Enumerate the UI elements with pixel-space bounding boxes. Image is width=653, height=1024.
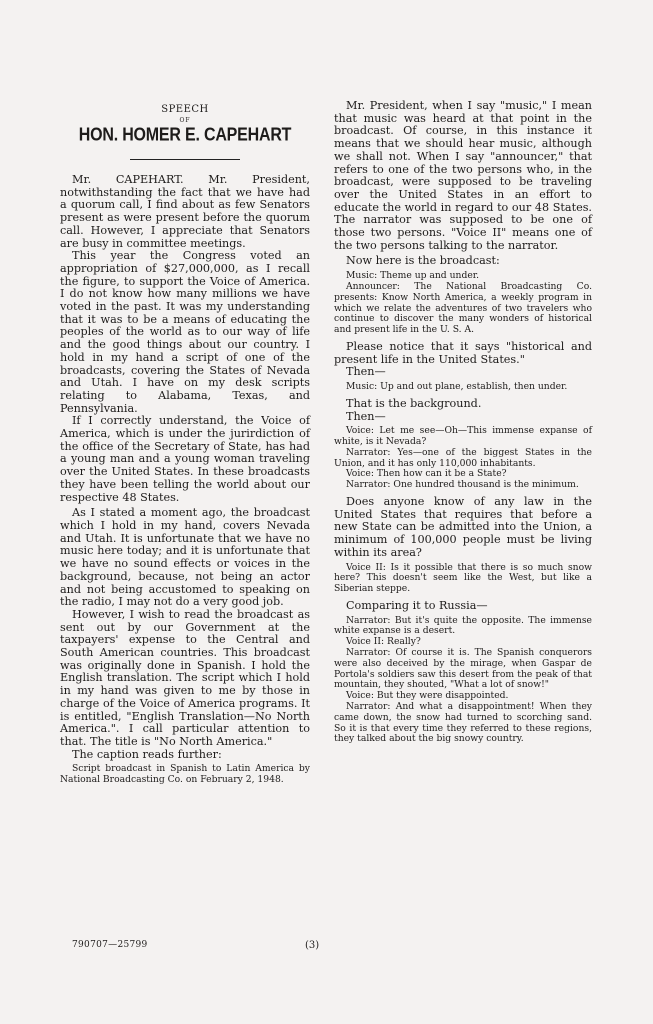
heading-divider	[130, 159, 240, 160]
paragraph: Mr. CAPEHART. Mr. President, notwithstanding the fact that we have had a quorum call, I find about as few Senators present as were present before the quorum call. However, I appreciate that Senators are busy in committee meetings.	[60, 173, 310, 250]
script-line: Narrator: And what a disappointment! When they came down, the snow had turned to scorching sand. So it is that every time they referred to these regions, they talked about the big snowy country.	[334, 701, 592, 745]
speaker-name: HON. HOMER E. CAPEHART	[78, 125, 292, 146]
paragraph: The caption reads further:	[72, 747, 222, 761]
script-line: Narrator: Yes—one of the biggest States in the Union, and it has only 110,000 inhabitants.	[334, 446, 592, 469]
paragraph: Mr. President, when I say "music," I mean that music was heard at that point in the broadcast. Of course, in this instance it means that we should hear music, although we shall not. When I say "announcer," that refers to one of the two persons who, in the broadcast, were supposed to be traveling over the United States in an effort to educate the world in regard to our 48 States. The narrator was supposed to be one of those two persons. "Voice II" means one of the two persons talking to the narrator.	[334, 99, 592, 252]
script-caption: Script broadcast in Spanish to Latin America by National Broadcasting Co. on February 2, 1948.	[60, 763, 310, 786]
of-label: OF	[179, 117, 191, 124]
speech-label: SPEECH	[161, 104, 209, 115]
right-column	[334, 100, 592, 745]
script-line: Voice: But they were disappointed.	[346, 690, 509, 702]
script-line: Voice: Then how can it be a State?	[346, 468, 507, 480]
script-line: Narrator: But it's quite the opposite. The immense white expanse is a desert.	[334, 614, 592, 637]
paragraph: Then—	[346, 365, 386, 379]
script-line: Voice: Let me see—Oh—This immense expanse of white, is it Nevada?	[334, 425, 592, 448]
paragraph: As I stated a moment ago, the broadcast which I hold in my hand, covers Nevada and Utah. It is unfortunate that we have no music here today; and it is unfortunate that we have no sound effects or voices in the background, because, not being an actor and not being accustomed to speaking on the radio, I may not do a very good job.	[60, 506, 310, 609]
script-line: Music: Theme up and under.	[346, 270, 480, 282]
paragraph: Now here is the broadcast:	[346, 254, 500, 268]
print-code: 790707—25799	[72, 940, 148, 950]
script-line: Narrator: Of course it is. The Spanish conquerors were also deceived by the mirage, when Gaspar de Portola's soldiers saw this desert from the peak of that mountain, they shouted, "What a lot of snow!"	[334, 647, 592, 691]
left-column	[60, 100, 310, 786]
paragraph: Please notice that it says "historical and present life in the United States."	[334, 339, 592, 366]
script-line: Narrator: One hundred thousand is the minimum.	[346, 479, 579, 491]
paragraph: If I correctly understand, the Voice of America, which is under the jurirdiction of the office of the Secretary of State, has had a young man and a young woman traveling over the United States. In these broadcasts they have been telling the world about our respective 48 States.	[60, 414, 310, 504]
script-line: Music: Up and out plane, establish, then under.	[346, 381, 568, 393]
paragraph: Comparing it to Russia—	[346, 598, 488, 612]
paragraph: That is the background.	[346, 396, 482, 410]
script-line: Voice II: Really?	[346, 636, 421, 648]
script-line: Announcer: The National Broadcasting Co. presents: Know North America, a weekly program in which we relate the adventures of two travelers who continue to discover the many wonders of historical and present life in the U. S. A.	[334, 280, 592, 336]
paragraph: Then—	[346, 409, 386, 423]
script-line: Voice II: Is it possible that there is so much snow here? This doesn't seem like the West, but like a Siberian steppe.	[334, 561, 592, 595]
page-number: (3)	[305, 940, 320, 951]
paragraph: However, I wish to read the broadcast as sent out by our Government at the taxpayers' expense to the Central and South American countries. This broadcast was originally done in Spanish. I hold the English translation. The script which I hold in my hand was given to me by those in charge of the Voice of America programs. It is entitled, "English Translation—No North America.". I call particular attention to that. The title is "No North America."	[60, 607, 310, 748]
paragraph: Does anyone know of any law in the United States that requires that before a new State can be admitted into the Union, a minimum of 100,000 people must be living within its area?	[334, 495, 592, 559]
paragraph: This year the Congress voted an appropriation of $27,000,000, as I recall the figure, to support the Voice of America. I do not know how many millions we have voted in the past. It was my understanding that it was to be a means of educating the peoples of the world as to our way of life and the good things about our country. I hold in my hand a script of one of the broadcasts, covering the States of Nevada and Utah. I have on my desk scripts relating to Alabama, Texas, and Pennsylvania.	[60, 249, 310, 415]
